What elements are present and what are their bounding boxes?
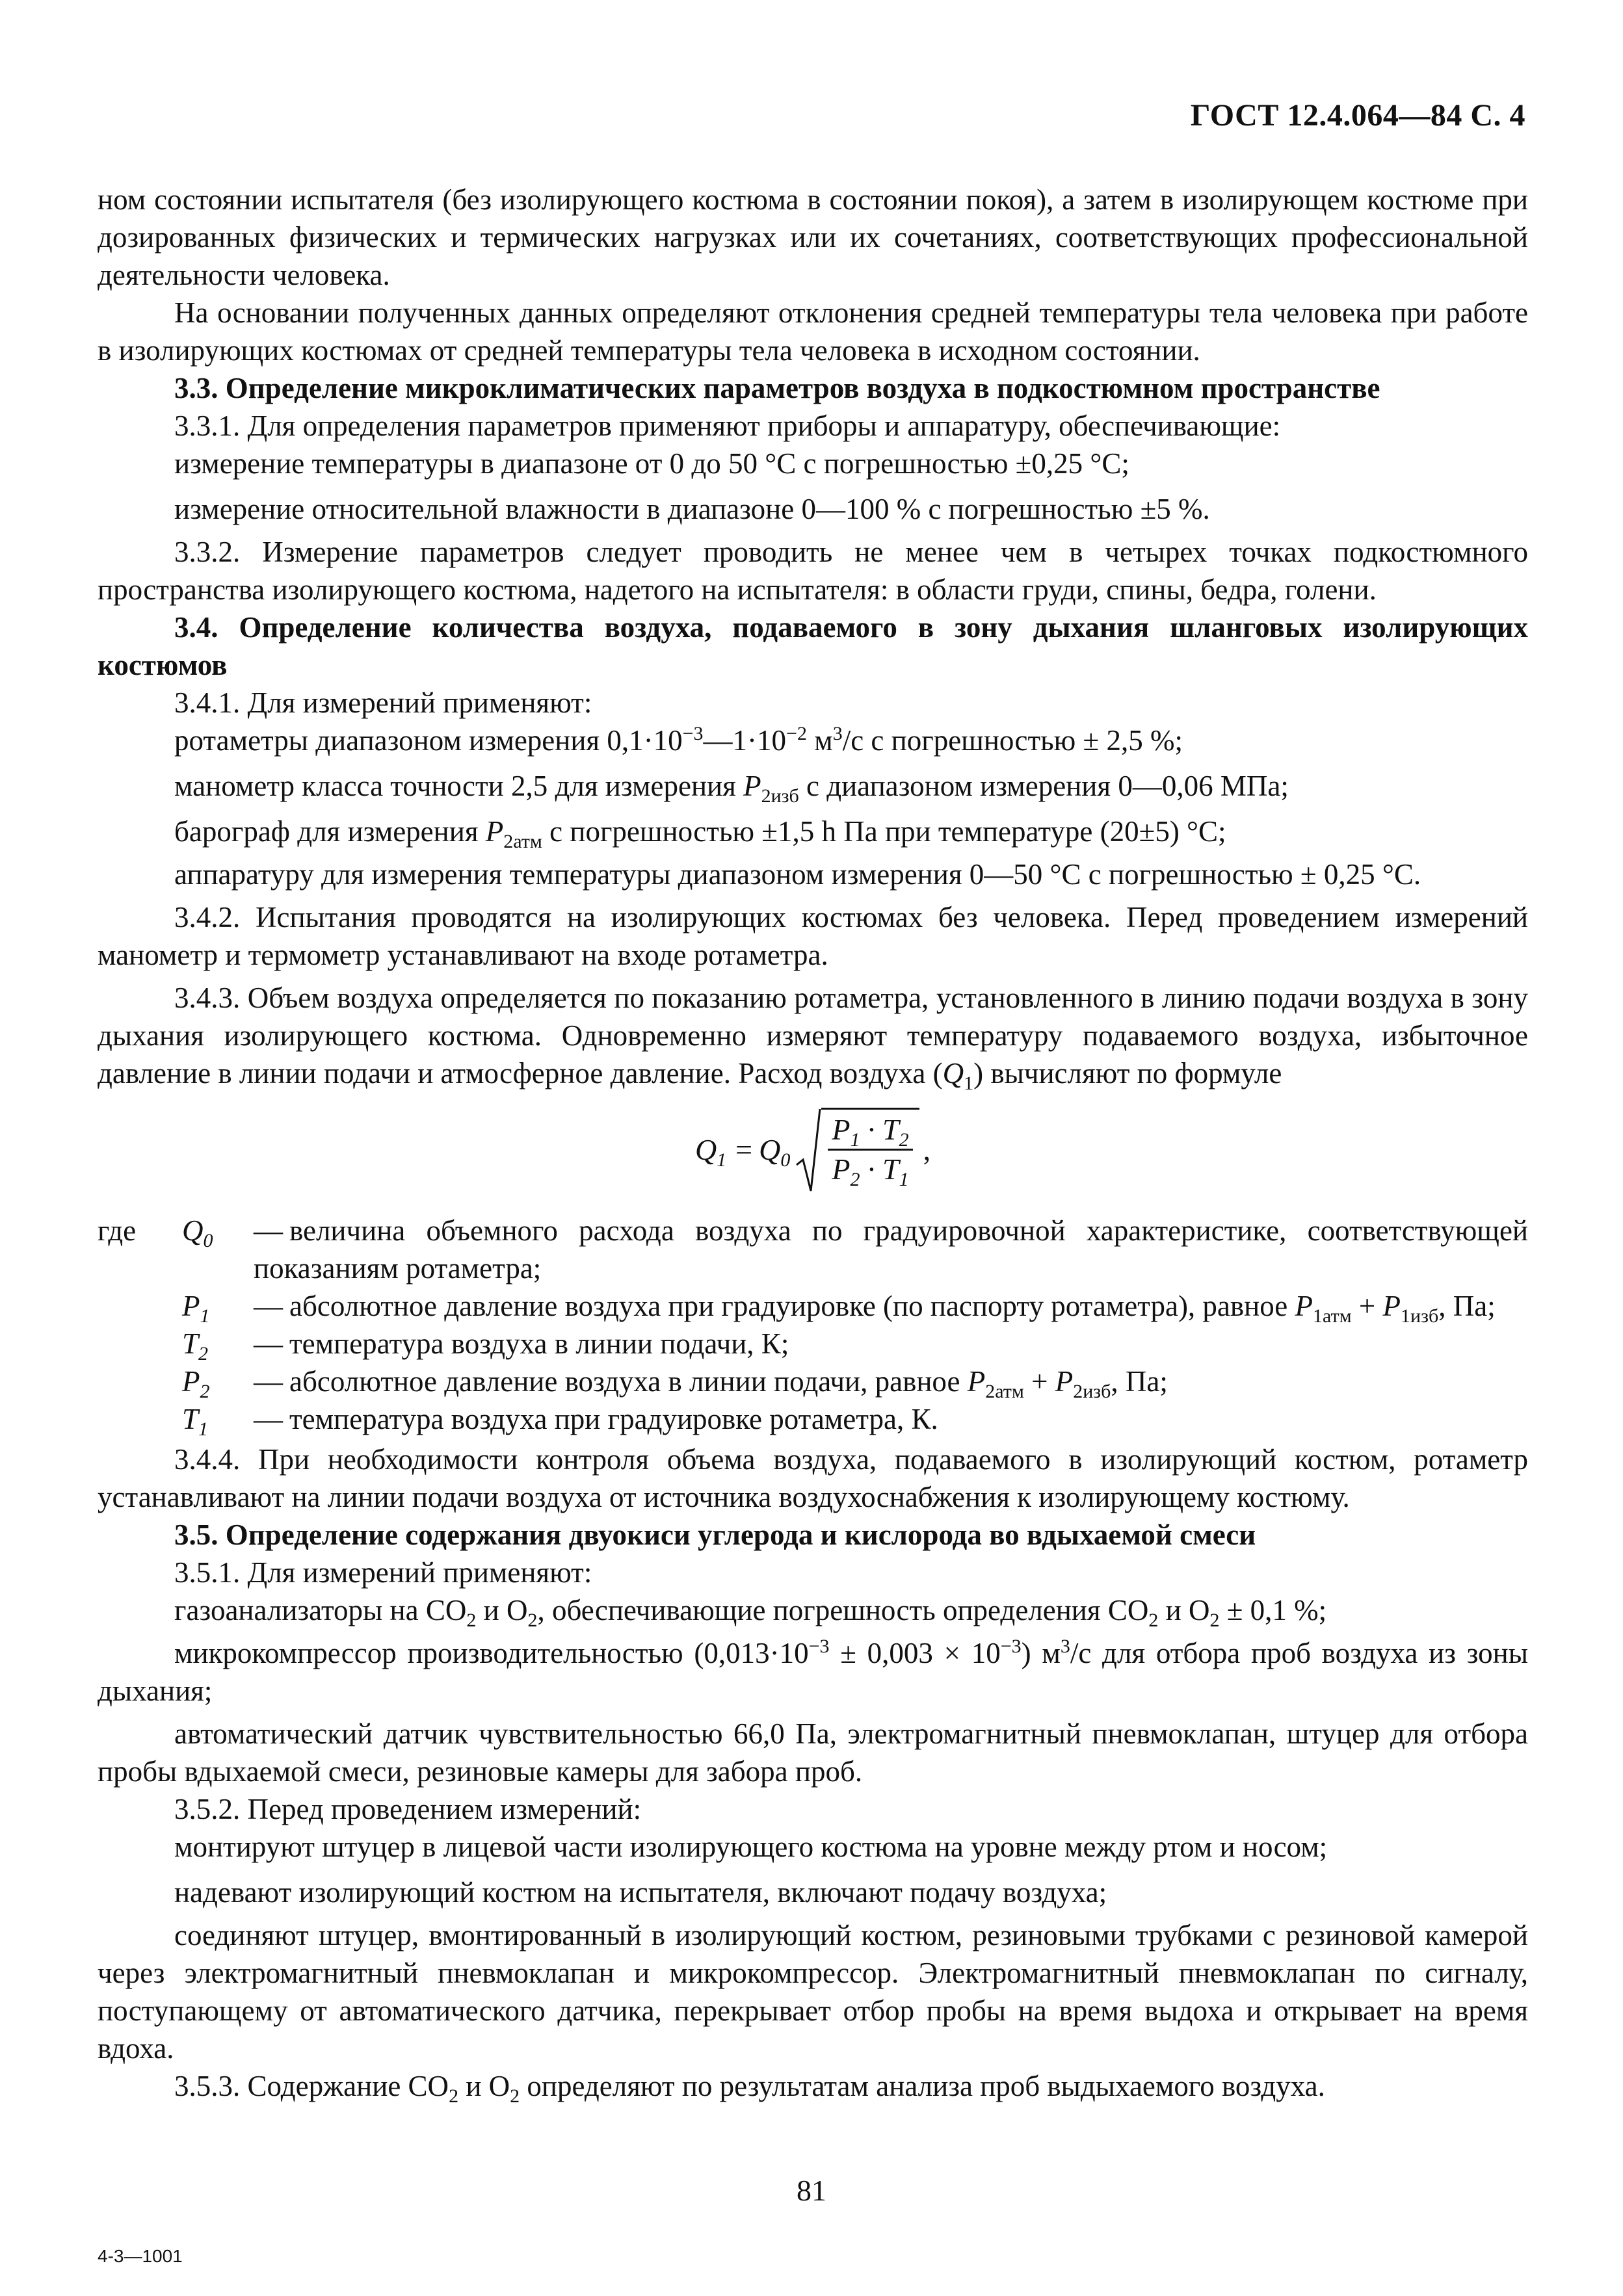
section-heading-3-4: 3.4. Определение количества воздуха, подаваемого в зону дыхания шланговых изолирующих костюмов bbox=[98, 611, 1528, 681]
paragraph: На основании полученных данных определяют отклонения средней температуры тела человека при работе в изолирующих костюмах от средней температуры тела человека в исходном состоянии. bbox=[98, 296, 1528, 367]
list-item-sensor: автоматический датчик чувствительностью 66,0 Па, электромагнитный пневмоклапан, штуцер для отбора пробы вдыхаемой смеси, резиновые камеры для забора проб. bbox=[98, 1717, 1528, 1788]
paragraph: ном состоянии испытателя (без изолирующего костюма в состоянии покоя), а затем в изолирующем костюме при дозированных физических и термических нагрузках или их сочетаниях, соответствующих профессиональной деятельности человека. bbox=[98, 183, 1528, 291]
paragraph-3-4-1: 3.4.1. Для измерений применяют: bbox=[174, 686, 592, 719]
list-item: измерение относительной влажности в диапазоне 0—100 % с погрешностью ±5 %. bbox=[174, 493, 1210, 525]
definition-p2: $P_2$ — абсолютное давление воздуха в линии подачи, равное $P_{2атм} + P_{2изб}$, Па; bbox=[182, 1365, 1168, 1402]
square-root bbox=[795, 1108, 919, 1192]
definition-t2: $T_2$ — температура воздуха в линии подачи, К; bbox=[182, 1327, 789, 1364]
radical-sign-icon bbox=[795, 1108, 821, 1192]
paragraph-3-4-3: 3.4.3. Объем воздуха определяется по показанию ротаметра, установленного в линию подачи воздуха в зону дыхания изолирующего костюма. Одновременно измеряют температуру подаваемого воздуха, избыточное давление в линии подачи и атмосферное давление. Расход воздуха $(Q_1)$ вычисляют по формуле bbox=[98, 982, 1528, 1094]
list-item: соединяют штуцер, вмонтированный в изолирующий костюм, резиновыми трубками с резиновой камерой через электромагнитный пневмоклапан и микрокомпрессор. Электромагнитный пневмоклапан по сигналу, поступающему от автоматического датчика, перекрывает отбор пробы на время выдоха и открывает на время вдоха. bbox=[98, 1919, 1528, 2065]
paragraph-3-5-3: 3.5.3. Содержание $CO_2$ и $O_2$ определяют по результатам анализа проб выдыхаемого воздуха. bbox=[174, 2070, 1325, 2107]
list-item: монтируют штуцер в лицевой части изолирующего костюма на уровне между ртом и носом; bbox=[174, 1831, 1328, 1863]
definition-t1: $T_1$ — температура воздуха при градуировке ротаметра, К. bbox=[182, 1403, 938, 1440]
list-item: надевают изолирующий костюм на испытателя, включают подачу воздуха; bbox=[174, 1876, 1107, 1909]
section-heading-3-3: 3.3. Определение микроклиматических параметров воздуха в подкостюмном пространстве bbox=[174, 372, 1380, 404]
definition-p1: $P_1$ — абсолютное давление воздуха при градуировке (по паспорту ротаметра), равное $P_{1атм} + P_{1изб}$, Па; bbox=[182, 1290, 1496, 1327]
list-item-barograph: барограф для измерения $P_{2атм}$ с погрешностью ±1,5 h Па при температуре (20±5) °С; bbox=[174, 815, 1226, 852]
paragraph-3-3-1: 3.3.1. Для определения параметров применяют приборы и аппаратуру, обеспечивающие: bbox=[174, 410, 1281, 442]
paragraph-3-3-2: 3.3.2. Измерение параметров следует проводить не менее чем в четырех точках подкостюмного пространства изолирующего костюма, надетого на испытателя: в области груди, спины, бедра, голени. bbox=[98, 536, 1528, 606]
list-item-gas-analyzers: газоанализаторы на $CO_2$ и $O_2$, обеспечивающие погрешность определения $CO_2$ и $O_2 \pm 0,1$ %; bbox=[174, 1594, 1327, 1631]
page-number: 81 bbox=[797, 2174, 826, 2207]
list-item-rotameters: ротаметры диапазоном измерения $0,1\cdot 10^{-3}—1\cdot 10^{-2}$ $м^3/с$ с погрешностью ± 2,5 %; bbox=[174, 723, 1183, 757]
section-heading-3-5: 3.5. Определение содержания двуокиси углерода и кислорода во вдыхаемой смеси bbox=[174, 1519, 1256, 1551]
body-text bbox=[98, 181, 1528, 2105]
list-item-manometer: манометр класса точности 2,5 для измерения $P_{2изб}$ с диапазоном измерения 0—0,06 МПа; bbox=[174, 770, 1289, 807]
definition-q0: где $Q_0$ — величина объемного расхода воздуха по градуировочной характеристике, соответствующей показаниям ротаметра; bbox=[98, 1214, 1528, 1285]
paragraph-3-4-2: 3.4.2. Испытания проводятся на изолирующих костюмах без человека. Перед проведением измерений манометр и термометр устанавливают на входе ротаметра. bbox=[98, 901, 1528, 971]
page-header: ГОСТ 12.4.064—84 С. 4 bbox=[1190, 98, 1525, 133]
list-item-microcompressor: микрокомпрессор производительностью $(0,013\cdot 10^{-3} \pm 0,003 \times 10^{-3})$ $м^3/с$ для отбора проб воздуха из зоны дыхания; bbox=[98, 1636, 1529, 1707]
paragraph-3-5-2: 3.5.2. Перед проведением измерений: bbox=[174, 1793, 642, 1825]
paragraph-3-4-4: 3.4.4. При необходимости контроля объема воздуха, подаваемого в изолирующий костюм, ротаметр устанавливают на линии подачи воздуха от источника воздухоснабжения к изолирующему костюму. bbox=[98, 1443, 1528, 1513]
list-item-thermometer: аппаратуру для измерения температуры диапазоном измерения 0—50 °С с погрешностью ± 0,25 °С. bbox=[174, 858, 1421, 891]
formula-definitions bbox=[98, 1212, 1528, 1438]
formula-fraction: $\frac{P_1 \cdot T_2}{P_2 \cdot T_1}$ bbox=[821, 1108, 919, 1192]
paragraph-3-5-1: 3.5.1. Для измерений применяют: bbox=[174, 1556, 592, 1589]
print-code: 4-3—1001 bbox=[98, 2246, 183, 2266]
flow-rate-formula: $Q_1$ = $Q_0$ $\frac{P_1 \cdot T_2}{P_2 \cdot T_1}$ , bbox=[98, 1101, 1528, 1199]
list-item: измерение температуры в диапазоне от 0 до 50 °С с погрешностью ±0,25 °С; bbox=[174, 447, 1129, 480]
